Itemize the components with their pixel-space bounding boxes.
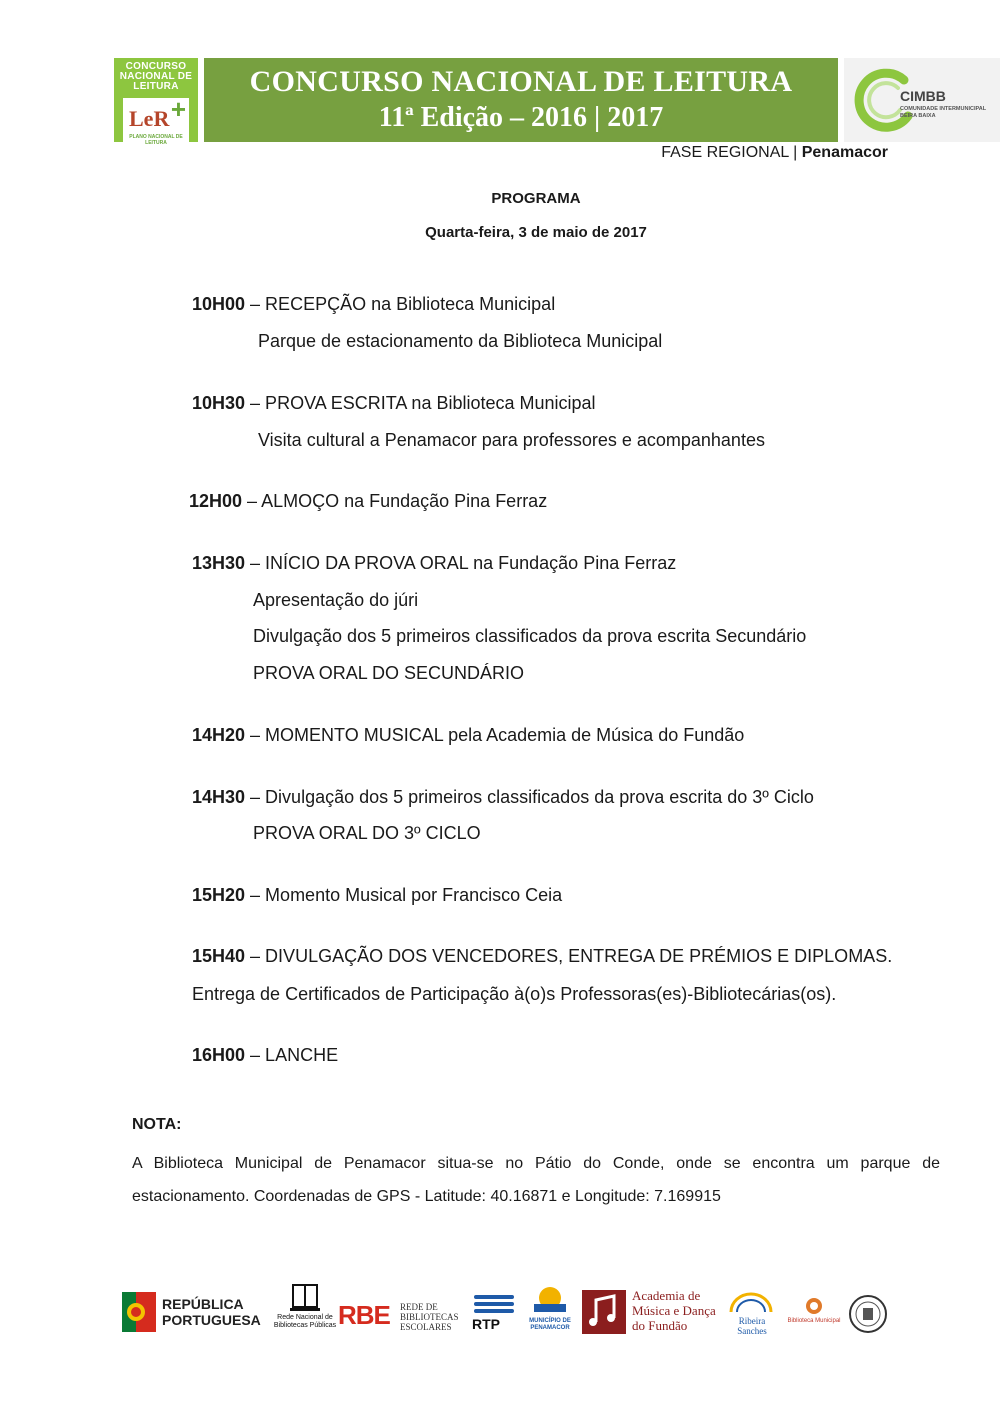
schedule-item-1200 xyxy=(189,491,547,512)
schedule-detail: Divulgação dos 5 primeiros classificados da prova escrita Secundário xyxy=(253,626,807,646)
schedule-text: – PROVA ESCRITA na Biblioteca Municipal xyxy=(245,393,596,413)
cimbb-logo xyxy=(844,58,1000,142)
crest-icon xyxy=(804,1296,824,1316)
schedule-item-1430 xyxy=(192,787,814,808)
biblioteca-municipal-logo xyxy=(784,1282,844,1342)
rnbp-logo xyxy=(272,1282,338,1342)
ler-text: LeR xyxy=(129,106,170,131)
schedule-item-1520 xyxy=(192,885,562,906)
schedule-text: – RECEPÇÃO na Biblioteca Municipal xyxy=(245,294,556,314)
header-banner xyxy=(114,58,986,146)
republica-portuguesa-logo xyxy=(120,1282,270,1342)
rtp-waves-icon xyxy=(472,1294,516,1314)
schedule-time: 15H20 xyxy=(192,885,246,905)
music-note-icon xyxy=(582,1290,626,1334)
rbe-logo xyxy=(338,1282,466,1342)
ribeira-sanches-logo xyxy=(724,1282,778,1342)
academia-logo xyxy=(582,1282,722,1342)
schedule-time: 12H00 xyxy=(189,491,243,511)
plano-nacional-leitura-logo xyxy=(114,58,198,146)
program-title: PROGRAMA xyxy=(491,190,581,207)
schedule-text: – MOMENTO MUSICAL pela Academia de Música do Fundão xyxy=(245,725,745,745)
schedule-item-1330 xyxy=(192,553,676,574)
footer-logos xyxy=(120,1282,890,1342)
schedule-time: 13H30 xyxy=(192,553,246,573)
rnbp-text: Rede Nacional de Bibliotecas Públicas xyxy=(273,1314,337,1329)
phase-prefix: FASE REGIONAL | xyxy=(661,144,798,161)
schedule-text: – ALMOÇO na Fundação Pina Ferraz xyxy=(242,491,548,511)
schedule-item-1600 xyxy=(192,1045,338,1066)
academia-text: Academia de Música e Dança do Fundão xyxy=(632,1288,716,1333)
ler-mark xyxy=(123,94,189,148)
schedule-text: – DIVULGAÇÃO DOS VENCEDORES, ENTREGA DE PRÉMIOS E DIPLOMAS. xyxy=(245,946,893,966)
schedule-text: – Momento Musical por Francisco Ceia xyxy=(245,885,563,905)
seal-icon xyxy=(848,1294,888,1334)
schedule-detail: PROVA ORAL DO 3º CICLO xyxy=(253,823,481,843)
arch-icon xyxy=(728,1292,774,1314)
book-icon xyxy=(288,1282,322,1312)
schedule-item-1540 xyxy=(192,946,892,967)
biblioteca-text: Biblioteca Municipal xyxy=(787,1318,841,1324)
ribeira-text: Ribeira Sanches xyxy=(737,1316,767,1336)
rtp-logo xyxy=(468,1282,520,1342)
municipio-text: MUNICÍPIO DE PENAMACOR xyxy=(529,1318,571,1331)
rbe-text: REDE DE BIBLIOTECAS ESCOLARES xyxy=(400,1302,459,1332)
cimbb-name: CIMBB xyxy=(900,88,946,104)
republica-emblem-icon xyxy=(122,1292,156,1332)
schedule-text: – LANCHE xyxy=(245,1045,339,1065)
republica-text: REPÚBLICA PORTUGUESA xyxy=(162,1296,261,1328)
municipio-penamacor-logo xyxy=(522,1282,578,1342)
left-logo-top-text: CONCURSO NACIONAL DE LEITURA xyxy=(119,61,193,92)
sun-icon xyxy=(530,1282,570,1316)
schedule-detail: Entrega de Certificados de Participação à(o)s Professoras(es)-Bibliotecárias(os). xyxy=(192,984,837,1004)
schedule-time: 14H20 xyxy=(192,725,246,745)
schedule-time: 15H40 xyxy=(192,946,246,966)
phase-place: Penamacor xyxy=(801,144,888,161)
schedule-time: 10H30 xyxy=(192,393,246,413)
rbe-mark: RBE xyxy=(338,1300,390,1330)
banner-title: CONCURSO NACIONAL DE LEITURA xyxy=(249,65,793,98)
contest-title-banner xyxy=(204,58,838,142)
plano-text: PLANO NACIONAL DE LEITURA xyxy=(129,134,183,146)
rtp-text: RTP xyxy=(472,1316,500,1332)
phase-label xyxy=(661,144,888,162)
schedule-detail: Apresentação do júri xyxy=(253,590,419,610)
schedule-item-1000 xyxy=(192,294,555,315)
schedule-text: – Divulgação dos 5 primeiros classificados da prova escrita do 3º Ciclo xyxy=(245,787,814,807)
schedule-text: – INÍCIO DA PROVA ORAL na Fundação Pina Ferraz xyxy=(245,553,677,573)
schedule-time: 16H00 xyxy=(192,1045,246,1065)
schedule-time: 10H00 xyxy=(192,294,246,314)
schedule-item-1030 xyxy=(192,393,596,414)
cimbb-subtitle: COMUNIDADE INTERMUNICIPAL BEIRA BAIXA xyxy=(900,106,986,119)
seal-logo xyxy=(848,1282,890,1342)
schedule-detail: Parque de estacionamento da Biblioteca Municipal xyxy=(258,331,663,351)
schedule-item-1420 xyxy=(192,725,744,746)
plus-icon: + xyxy=(170,94,186,124)
banner-edition: 11ª Edição – 2016 | 2017 xyxy=(378,102,664,133)
schedule-time: 14H30 xyxy=(192,787,246,807)
nota-text: A Biblioteca Municipal de Penamacor situa-se no Pátio do Conde, onde se encontra um parque de estacionamento. Coordenadas de GPS - Latitude: 40.16871 e Longitude: 7.169915 xyxy=(132,1155,940,1205)
schedule-detail: Visita cultural a Penamacor para professores e acompanhantes xyxy=(258,430,765,450)
nota-title: NOTA: xyxy=(132,1116,182,1133)
program-date: Quarta-feira, 3 de maio de 2017 xyxy=(425,224,647,241)
schedule-detail: PROVA ORAL DO SECUNDÁRIO xyxy=(253,663,525,683)
